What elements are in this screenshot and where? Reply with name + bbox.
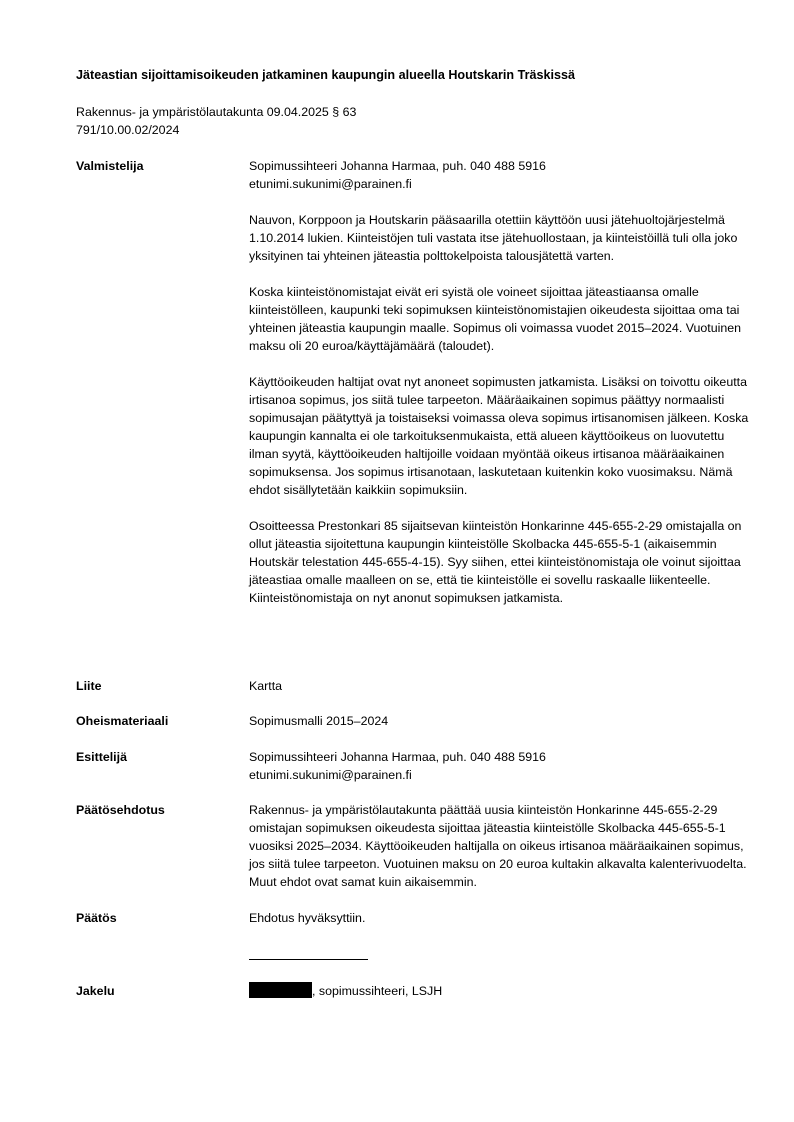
section-label-paatos: Päätös (76, 911, 117, 925)
esittelija-content (249, 748, 749, 784)
section-label-oheismateriaali: Oheismateriaali (76, 714, 169, 728)
section-label-esittelija: Esittelijä (76, 750, 127, 764)
paatosehdotus-text: Rakennus- ja ympäristölautakunta päättää uusia kiinteistön Honkarinne 445-655-2-29 omistajan sopimuksen oikeudesta sijoittaa jäteastia kiinteistölle Skolbacka 445-655-5-1 vuosiksi 2025–2034. Käyttöoikeuden haltijalla on oikeus irtisanoa määräaikainen sopimus, jos siitä tulee tarpeeton. Vuotuinen maksu on 20 euroa kultakin alkavalta kalenterivuodelta. Muut ehdot ovat samat kuin aikaisemmin. (249, 803, 747, 889)
paragraph-3: Käyttöoikeuden haltijat ovat nyt anoneet sopimusten jatkamista. Lisäksi on toivottu oikeutta irtisanoa sopimus, jos siitä tulee tarpeeton. Määräaikainen sopimus päättyy normaalisti sopimusajan päätyttyä ja toistaiseksi voimassa oleva sopimus irtisanomisen jälkeen. Koska kaupungin kannalta ei ole tarkoituksenmukaista, että alueen käyttöoikeus on luovutettu ilman syytä, käyttöoikeuden haltijoille voidaan myöntää oikeus irtisanoa määräaikainen sopimuksensa. Jos sopimus irtisanotaan, laskutetaan kuitenkin koko vuosimaksu. Nämä ehdot sisällytetään kaikkiin sopimuksiin. (249, 375, 749, 497)
redacted-name (249, 982, 312, 998)
paragraph-2: Koska kiinteistönomistajat eivät eri syistä ole voineet sijoittaa jäteastiaansa omalle kiinteistölleen, kaupunki teki sopimuksen kiinteistönomistajien oikeudesta sijoittaa oma tai yhteinen jäteastia kaupungin maalle. Sopimus oli voimassa vuodet 2015–2024. Vuotuinen maksu oli 20 euroa/käyttäjämäärä (taloudet). (249, 285, 742, 353)
meeting-meta (76, 103, 356, 139)
oheismateriaali-value: Sopimusmalli 2015–2024 (249, 714, 389, 728)
section-label-jakelu: Jakelu (76, 984, 115, 998)
valmistelija-contact (249, 157, 749, 193)
paatos-value: Ehdotus hyväksyttiin. (249, 911, 366, 925)
section-label-paatosehdotus: Päätösehdotus (76, 803, 165, 817)
record-id: 791/10.00.02/2024 (76, 123, 180, 137)
esittelija-line1: Sopimussihteeri Johanna Harmaa, puh. 040 488 5916 (249, 750, 546, 764)
meeting-info: Rakennus- ja ympäristölautakunta 09.04.2025 § 63 (76, 105, 357, 119)
liite-value: Kartta (249, 679, 283, 693)
jakelu-content (249, 982, 749, 1000)
valmistelija-contact-line1: Sopimussihteeri Johanna Harmaa, puh. 040 488 5916 (249, 159, 546, 173)
section-label-liite: Liite (76, 679, 102, 693)
signature-divider (249, 959, 368, 960)
valmistelija-content (249, 157, 749, 607)
jakelu-value: , sopimussihteeri, LSJH (312, 984, 443, 998)
paragraph-4: Osoitteessa Prestonkari 85 sijaitsevan kiinteistön Honkarinne 445-655-2-29 omistajalla on ollut jäteastia sijoitettuna kaupungin kiinteistölle Skolbacka 445-655-5-1 (aikaisemmin Houtskär telestation 445-655-4-15). Syy siihen, ettei kiinteistönomistaja ole voinut sijoittaa jäteastiaa omalle maalleen on se, että tie kiinteistölle ei sovellu raskaalle liikenteelle. Kiinteistönomistaja on nyt anonut sopimuksen jatkamista. (249, 519, 742, 605)
paragraph-1: Nauvon, Korppoon ja Houtskarin pääsaarilla otettiin käyttöön uusi jätehuoltojärjestelmä 1.10.2014 lukien. Kiinteistöjen tuli vastata itse jätehuollostaan, ja kiinteistöillä tuli olla joko yksityinen tai yhteinen jäteastia polttokelpoista talousjätettä varten. (249, 213, 738, 263)
section-label-valmistelija: Valmistelija (76, 159, 144, 173)
document-title: Jäteastian sijoittamisoikeuden jatkaminen kaupungin alueella Houtskarin Träskissä (76, 68, 576, 82)
esittelija-line2: etunimi.sukunimi@parainen.fi (249, 768, 412, 782)
valmistelija-contact-line2: etunimi.sukunimi@parainen.fi (249, 177, 412, 191)
